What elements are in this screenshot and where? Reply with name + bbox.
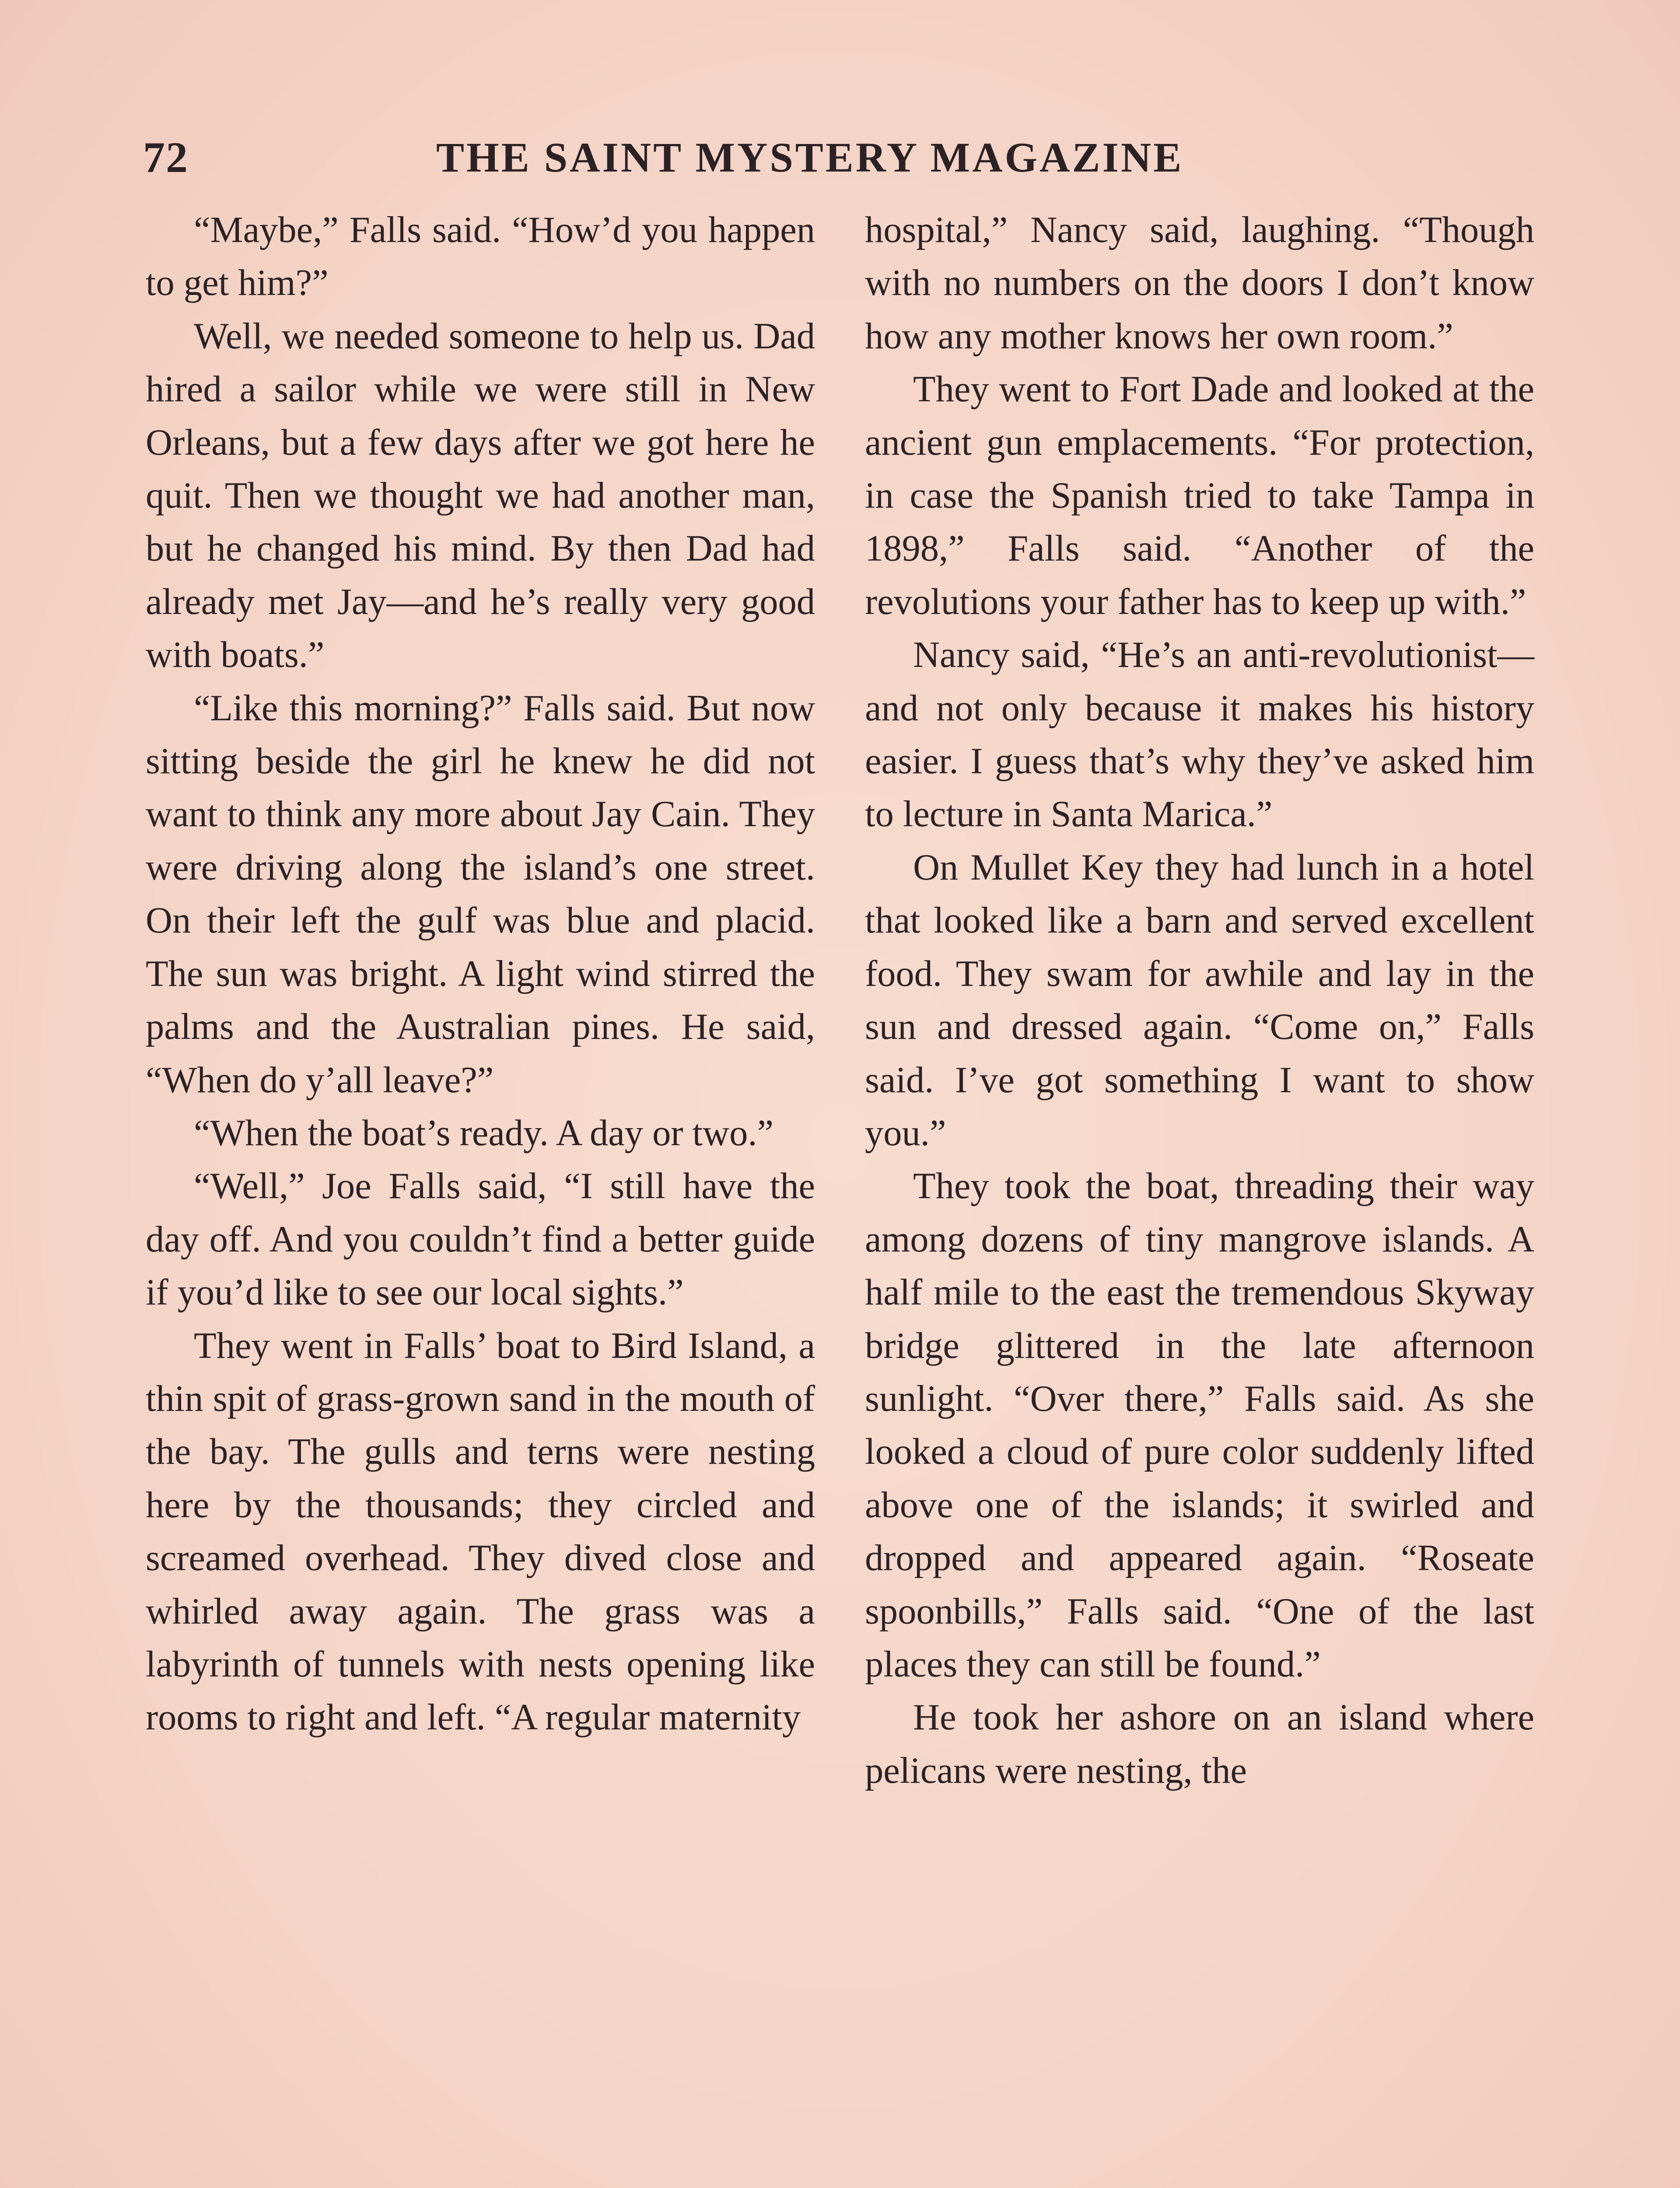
left-column	[146, 203, 815, 1744]
paragraph: They took the boat, threading their way among dozens of tiny mangrove islands. A half mile to the east the tremendous Skyway bridge glittered in the late afternoon sunlight. “Over there,” Falls said. As she looked a cloud of pure color suddenly lifted above one of the islands; it swirled and dropped and appeared again. “Roseate spoonbills,” Falls said. “One of the last places they can still be found.”	[865, 1166, 1534, 1685]
page-header	[143, 127, 1241, 188]
paragraph: Nancy said, “He’s an anti-revolutionist—and not only because it makes his history easier. I guess that’s why they’ve asked him to lecture in Santa Marica.”	[865, 635, 1534, 835]
paragraph: On Mullet Key they had lunch in a hotel that looked like a barn and served excellent food. They swam for awhile and lay in the sun and dressed again. “Come on,” Falls said. I’ve got something I want to show you.”	[865, 847, 1534, 1154]
right-column	[865, 203, 1534, 1797]
page-number: 72	[143, 133, 189, 182]
paragraph: They went to Fort Dade and looked at the ancient gun emplacements. “For protection, in case the Spanish tried to take Tampa in 1898,” Falls said. “Another of the revolutions your father has to keep up with.”	[865, 369, 1534, 622]
paragraph-continuation: hospital,” Nancy said, laughing. “Though with no numbers on the doors I don’t know how any mother knows her own room.”	[865, 210, 1534, 357]
paragraph: “Like this morning?” Falls said. But now sitting beside the girl he knew he did not want to think any more about Jay Cain. They were driving along the island’s one street. On their left the gulf was blue and placid. The sun was bright. A light wind stirred the palms and the Australian pines. He said, “When do y’all leave?”	[146, 687, 815, 1101]
paragraph: “Maybe,” Falls said. “How’d you happen to get him?”	[146, 210, 815, 304]
paragraph: “When the boat’s ready. A day or two.”	[194, 1112, 774, 1154]
paragraph: “Well,” Joe Falls said, “I still have the day off. And you couldn’t find a better guide if you’d like to see our local sights.”	[146, 1166, 815, 1313]
paragraph: He took her ashore on an island where pelicans were nesting, the	[865, 1697, 1534, 1791]
paragraph: Well, we needed someone to help us. Dad hired a sailor while we were still in New Orleans, but a few days after we got here he quit. Then we thought we had another man, but he changed his mind. By then Dad had already met Jay—and he’s really very good with boats.”	[146, 316, 815, 676]
paragraph: They went in Falls’ boat to Bird Island, a thin spit of grass-grown sand in the mouth of the bay. The gulls and terns were nesting here by the thousands; they circled and screamed overhead. They dived close and whirled away again. The grass was a labyrinth of tunnels with nests opening like rooms to right and left. “A regular maternity	[146, 1325, 815, 1738]
running-title: THE SAINT MYSTERY MAGAZINE	[436, 134, 1184, 181]
